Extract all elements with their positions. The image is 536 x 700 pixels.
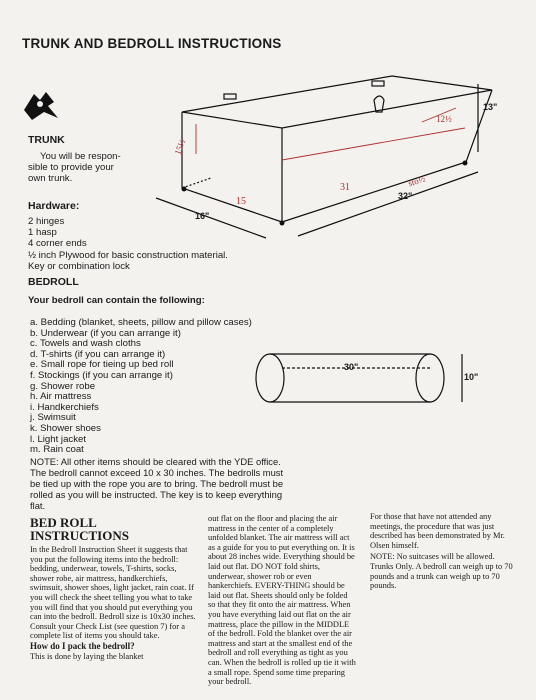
- column-note: NOTE: No suitcases will be allowed. Trunks Only. A bedroll can weigh up to 70 pounds and a trunk can weigh up to 70 pounds.: [370, 552, 513, 591]
- bedroll-note: NOTE: All other items should be cleared with the YDE office. The bedroll cannot exceed 10 x 30 inches. The bedrolls must be tied up with the rope you are to bring. The bedroll must be rolled as you will be instructed. The key is to keep everything flat.: [30, 456, 284, 511]
- hardware-item: ½ inch Plywood for basic construction material.: [28, 249, 228, 261]
- hardware-item: 1 hasp: [28, 227, 57, 239]
- handwritten-note: 15: [236, 196, 246, 207]
- trunk-text-line: You will be respon-: [40, 151, 121, 162]
- handwritten-note: 31: [340, 182, 350, 193]
- trunk-width-label: 16": [195, 211, 210, 221]
- hardware-item: 2 hinges: [28, 216, 65, 227]
- bedroll-length-label: 30": [344, 362, 359, 372]
- list-item: m. Rain coat: [30, 444, 84, 456]
- hardware-heading: Hardware:: [28, 200, 80, 212]
- heading-line: INSTRUCTIONS: [30, 528, 129, 543]
- list-item: k. Shower shoes: [30, 422, 101, 434]
- list-item: d. T-shirts (if you can arrange it): [30, 348, 166, 360]
- list-item: g. Shower robe: [30, 380, 96, 392]
- column-text: In the Bedroll Instruction Sheet it suggests that you put the following items into the bedroll: bedding, underwear, towels, T-shirts, socks, shower robe, air mattress, handkerchiefs, swimsuit, shower shoes, light jacket, rain coat. If you will check the sheet telling you what to take you will find that you should put everything you can into the bedroll. Bedroll size is 10x30 inches. Consult your Check List (see question 7) for a complete list of items you should take.: [30, 545, 196, 641]
- bedroll-diameter-label: 10": [464, 372, 479, 382]
- column-text: This is done by laying the blanket: [30, 651, 144, 661]
- trunk-heading: TRUNK: [28, 134, 65, 146]
- bedroll-heading: BEDROLL: [28, 276, 79, 288]
- hardware-item: Key or combination lock: [28, 260, 130, 272]
- list-item: i. Handkerchiefs: [30, 401, 99, 413]
- heading-line: BED ROLL: [30, 515, 97, 530]
- list-item: l. Light jacket: [30, 433, 86, 445]
- trunk-text-line: own trunk.: [28, 173, 73, 185]
- trunk-length-label: 32": [398, 191, 413, 201]
- handwritten-note: 15½: [172, 137, 188, 157]
- list-item: c. Towels and wash cloths: [30, 338, 141, 350]
- handwritten-note: 12½: [436, 114, 452, 124]
- trunk-height-label: 13": [483, 102, 498, 112]
- list-item: e. Small rope for tieing up bed roll: [30, 359, 174, 371]
- list-item: a. Bedding (blanket, sheets, pillow and pillow cases): [30, 317, 252, 328]
- trunk-text-line: sible to provide your: [28, 162, 114, 174]
- instructions-column-2: out flat on the floor and placing the air mattress in the center of a completely unfolded blanket. The air mattress will act as a guide for you to put everything on. It is about 28 inches wide. Everything should be laid out flat. DO NOT fold shirts, underwear, shower rob or even hankerchiefs. EVERY-THING should be laid out flat. Sheets should only be folded so that they fit onto the air mattress. When you have everything laid out flat on the air mattress, place the pillow in the MIDDLE of the bedroll. Fold the blanket over the air mattress and start at the smallest end of the bedroll and roll everything as tight as you can. When the bedroll is rolled up tie it with a small rope. Spend some time preparing your bedroll.: [208, 514, 356, 687]
- instructions-column-3: [370, 512, 520, 591]
- list-item: h. Air mattress: [30, 391, 92, 403]
- page-title: TRUNK AND BEDROLL INSTRUCTIONS: [22, 36, 282, 51]
- instructions-column-1: [30, 545, 198, 661]
- bedroll-subheading: Your bedroll can contain the following:: [28, 295, 205, 306]
- bed-roll-instructions-heading: [30, 516, 129, 542]
- question-heading: How do I pack the bedroll?: [30, 640, 135, 651]
- list-item: j. Swimsuit: [30, 412, 76, 424]
- list-item: b. Underwear (if you can arrange it): [30, 327, 181, 339]
- list-item: f. Stockings (if you can arrange it): [30, 369, 173, 381]
- hardware-item: 4 corner ends: [28, 238, 87, 250]
- handwritten-note: sto½: [406, 173, 427, 189]
- column-text: For those that have not attended any meetings, the procedure that was just described has been demonstrated by Mr. Olsen himself.: [370, 512, 505, 550]
